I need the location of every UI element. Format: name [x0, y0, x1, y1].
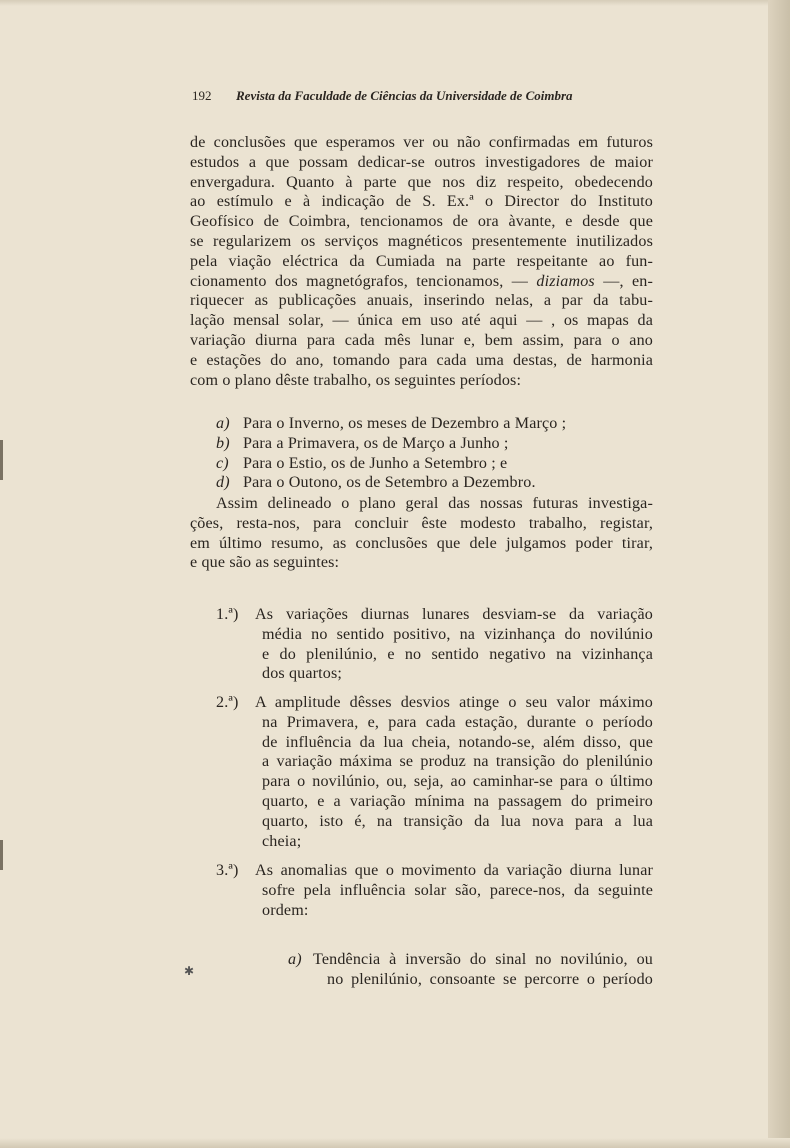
page-top-edge — [0, 0, 790, 6]
paragraph-1-line: variação diurna para cada mês lunar e, bem assim, para o ano — [190, 332, 653, 349]
conclusion-line: quarto, e a variação mínima na passagem do primeiro — [262, 793, 653, 810]
conclusion-line: A amplitude dêsses desvios atinge o seu valor máximo — [255, 694, 653, 711]
conclusion-line: sofre pela influência solar são, parece-nos, da seguinte — [262, 881, 653, 899]
paragraph-1-line: de conclusões que esperamos ver ou não confirmadas em futuros — [190, 134, 653, 151]
paragraph-1-line: se regularizem os serviços magnéticos presentemente inutilizados — [190, 233, 653, 250]
page-smudge: ✱ — [184, 964, 195, 978]
conclusion-number: 1.ª) — [216, 606, 239, 623]
period-text: Para o Estio, os de Junho a Setembro ; e — [243, 454, 508, 472]
sub-item-line: Tendência à inversão do sinal no novilúnio, ou — [313, 951, 653, 968]
period-text: Para o Inverno, os meses de Dezembro a Março ; — [243, 415, 567, 432]
running-header — [192, 88, 639, 104]
paragraph-1-line: e estações do ano, tomando para cada uma destas, de harmonia — [190, 351, 653, 369]
paragraph-1-line: estudos a que possam dedicar-se outros investigadores de maior — [190, 153, 653, 171]
period-text: Para a Primavera, os de Março a Junho ; — [243, 434, 509, 452]
period-letter: c) — [216, 454, 229, 472]
conclusion-line: As anomalias que o movimento da variação diurna lunar — [255, 862, 653, 879]
sub-item-letter: a) — [288, 951, 302, 968]
period-text: Para o Outono, os de Setembro a Dezembro. — [243, 474, 536, 492]
page-right-edge — [768, 0, 790, 1148]
period-letter: a) — [216, 415, 230, 432]
paragraph-1-line: riquecer as publicações anuais, inserindo nelas, a par da tabu- — [190, 292, 653, 310]
paragraph-1-line: com o plano dêste trabalho, os seguintes períodos: — [190, 371, 522, 389]
journal-title: Revista da Faculdade de Ciências da Universidade de Coimbra — [236, 88, 573, 103]
conclusion-line: de influência da lua cheia, notando-se, além disso, que — [262, 733, 653, 751]
conclusion-number: 3.ª) — [216, 862, 239, 879]
paragraph-2-line: e que são as seguintes: — [190, 554, 340, 572]
conclusion-line: na Primavera, e, para cada estação, durante o período — [262, 713, 653, 731]
binding-mark — [0, 440, 3, 480]
paragraph-2-line: em último resumo, as conclusões que dele julgamos poder tirar, — [190, 534, 653, 552]
conclusion-line: As variações diurnas lunares desviam-se da variação — [255, 606, 653, 623]
paragraph-2-line: ções, resta-nos, para concluir êste modesto trabalho, registar, — [190, 514, 653, 532]
conclusion-line: para o novilúnio, ou, seja, ao caminhar-se para o último — [262, 773, 653, 791]
conclusion-line: cheia; — [262, 832, 302, 850]
paragraph-1-line: Geofísico de Coimbra, tencionamos de ora àvante, e desde que — [190, 213, 653, 231]
paragraph-1-line: cionamento dos magnetógrafos, tencionamos, — diziamos —, en- — [190, 272, 653, 290]
paragraph-2-line: Assim delineado o plano geral das nossas futuras investiga- — [216, 495, 653, 512]
period-letter: d) — [216, 474, 230, 492]
conclusion-line: e do plenilúnio, e no sentido negativo na vizinhança — [262, 645, 653, 663]
page-number: 192 — [192, 88, 212, 103]
paragraph-1-line: pela viação eléctrica da Cumiada na parte respeitante ao fun- — [190, 252, 653, 270]
page-bottom-edge — [0, 1138, 790, 1148]
paragraph-1-line: ao estímulo e à indicação de S. Ex.ª o Director do Instituto — [190, 193, 653, 211]
sub-item-line: no plenilúnio, consoante se percorre o período — [327, 970, 653, 988]
conclusion-line: ordem: — [262, 901, 309, 919]
conclusion-line: média no sentido positivo, na vizinhança do novilúnio — [262, 625, 653, 643]
conclusion-number: 2.ª) — [216, 694, 239, 711]
paragraph-1-line: envergadura. Quanto à parte que nos diz respeito, obedecendo — [190, 173, 653, 191]
paragraph-1-line: lação mensal solar, — única em uso até aqui — , os mapas da — [190, 312, 653, 330]
conclusion-line: a variação máxima se produz na transição do plenilúnio — [262, 753, 653, 771]
period-letter: b) — [216, 434, 230, 452]
conclusion-line: quarto, isto é, na transição da lua nova para a lua — [262, 812, 653, 830]
conclusion-line: dos quartos; — [262, 665, 343, 683]
binding-mark — [0, 840, 3, 870]
